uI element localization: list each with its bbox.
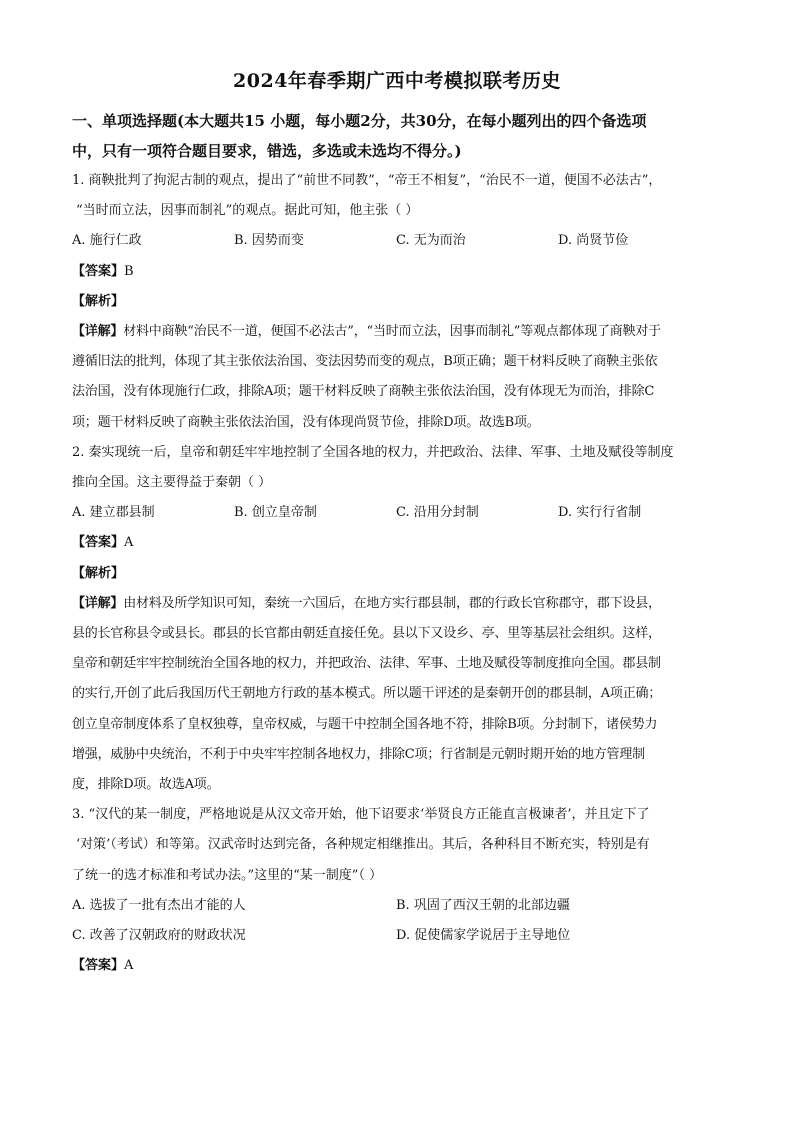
detail-label: 【详解】 [72,595,124,611]
answer-line [72,257,732,287]
option-c: C. 无为而治 [396,233,466,249]
question-stem: 3. “汉代的某一制度，严格地说是从汉文帝开始，他下诏要求‘举贤良方正能直言极谏者’，并且定下了 [72,807,650,823]
question-2 [72,438,732,800]
question-list [72,166,732,981]
option-row [72,921,732,951]
option-row [72,226,732,256]
detail-line: 皇帝和朝廷牢牢控制统治全国各地的权力，并把政治、法律、军事、土地及赋役等制度推向全国。郡县制 [72,656,661,672]
answer-line [72,951,732,981]
section-heading-line: 一、单项选择题(本大题共15 小题，每小题2分，共30分，在每小题列出的四个备选项 [72,112,647,130]
analysis-label: 【解析】 [72,565,125,581]
detail-line [72,589,732,619]
option-a: A. 建立郡县制 [72,505,155,521]
answer-label: 【答案】 [72,958,125,974]
detail-line: 遵循旧法的批判，体现了其主张依法治国、变法因势而变的观点，B项正确；题干材料反映了商鞅主张依 [72,354,658,370]
option-d: D. 尚贤节俭 [558,233,629,249]
detail-label: 【详解】 [72,324,124,340]
question-stem: “当时而立法，因事而制礼”的观点。据此可知，他主张（ ） [76,203,419,219]
answer-label: 【答案】 [72,535,125,551]
detail-line: 度，排除D项。故选A项。 [72,777,220,793]
question-stem: 了统一的选才标准和考试办法。”这里的“某一制度”（ ） [72,867,383,883]
option-row [72,498,732,528]
option-c: C. 改善了汉朝政府的财政状况 [72,928,246,944]
section-heading [72,106,732,166]
question-stem: ‘对策’（考试）和等第。汉武帝时达到完备，各种规定相继推出。其后，各种科目不断充实，特别是有 [76,837,650,853]
option-a: A. 选拔了一批有杰出才能的人 [72,897,246,913]
option-row [72,891,732,921]
answer-line [72,528,732,558]
detail-line: 项；题干材料反映了商鞅主张依法治国，没有体现尚贤节俭，排除D项。故选B项。 [72,414,540,430]
option-b: B. 因势而变 [234,233,304,249]
detail-line: 的实行,开创了此后我国历代王朝地方行政的基本模式。所以题干评述的是秦朝开创的郡县制，A项正确； [72,686,662,702]
option-c: C. 沿用分封制 [396,505,479,521]
detail-text: 由材料及所学知识可知，秦统一六国后，在地方实行郡县制，郡的行政长官称郡守，郡下设县， [123,595,661,611]
question-3 [72,800,732,981]
answer-value: A [124,535,134,551]
option-a: A. 施行仁政 [72,233,142,249]
detail-line: 县的长官称县令或县长。郡县的长官都由朝廷直接任免。县以下又设乡、亭、里等基层社会组织。这样， [72,626,661,642]
option-d: D. 促使儒家学说居于主导地位 [396,928,571,944]
detail-line [72,317,732,347]
question-stem: 推向全国。这主要得益于秦朝（ ） [72,475,272,491]
question-stem: 1. 商鞅批判了拘泥古制的观点，提出了“前世不同教”，“帝王不相复”，“治民不一道，便国不必法古”， [72,173,662,188]
detail-text: 材料中商鞅“治民不一道，便国不必法古”，“当时而立法，因事而制礼”等观点都体现了商鞅对于 [123,324,661,340]
detail-line: 创立皇帝制度体系了皇权独尊，皇帝权威，与题干中控制全国各地不符，排除B项。分封制下，诸侯势力 [72,716,658,732]
option-d: D. 实行行省制 [558,505,642,521]
question-stem: 2. 秦实现统一后，皇帝和朝廷牢牢地控制了全国各地的权力，并把政治、法律、军事、土地及赋役等制度 [72,444,674,460]
option-b: B. 创立皇帝制 [234,505,317,521]
detail-line: 增强，威胁中央统治，不利于中央牢牢控制各地权力，排除C项；行省制是元朝时期开始的地方管理制 [72,746,645,762]
answer-label: 【答案】 [72,263,125,279]
detail-line: 法治国，没有体现施行仁政，排除A项；题干材料反映了商鞅主张依法治国，没有体现无为而治，排除C [72,384,655,400]
section-heading-line: 中，只有一项符合题目要求，错选，多选或未选均不得分。) [72,142,462,160]
option-b: B. 巩固了西汉王朝的北部边疆 [396,897,570,913]
analysis-label: 【解析】 [72,293,125,309]
answer-value: B [124,263,134,279]
answer-value: A [124,958,134,974]
question-1 [72,166,732,438]
page-title: 2024年春季期广西中考模拟联考历史 [233,70,561,92]
